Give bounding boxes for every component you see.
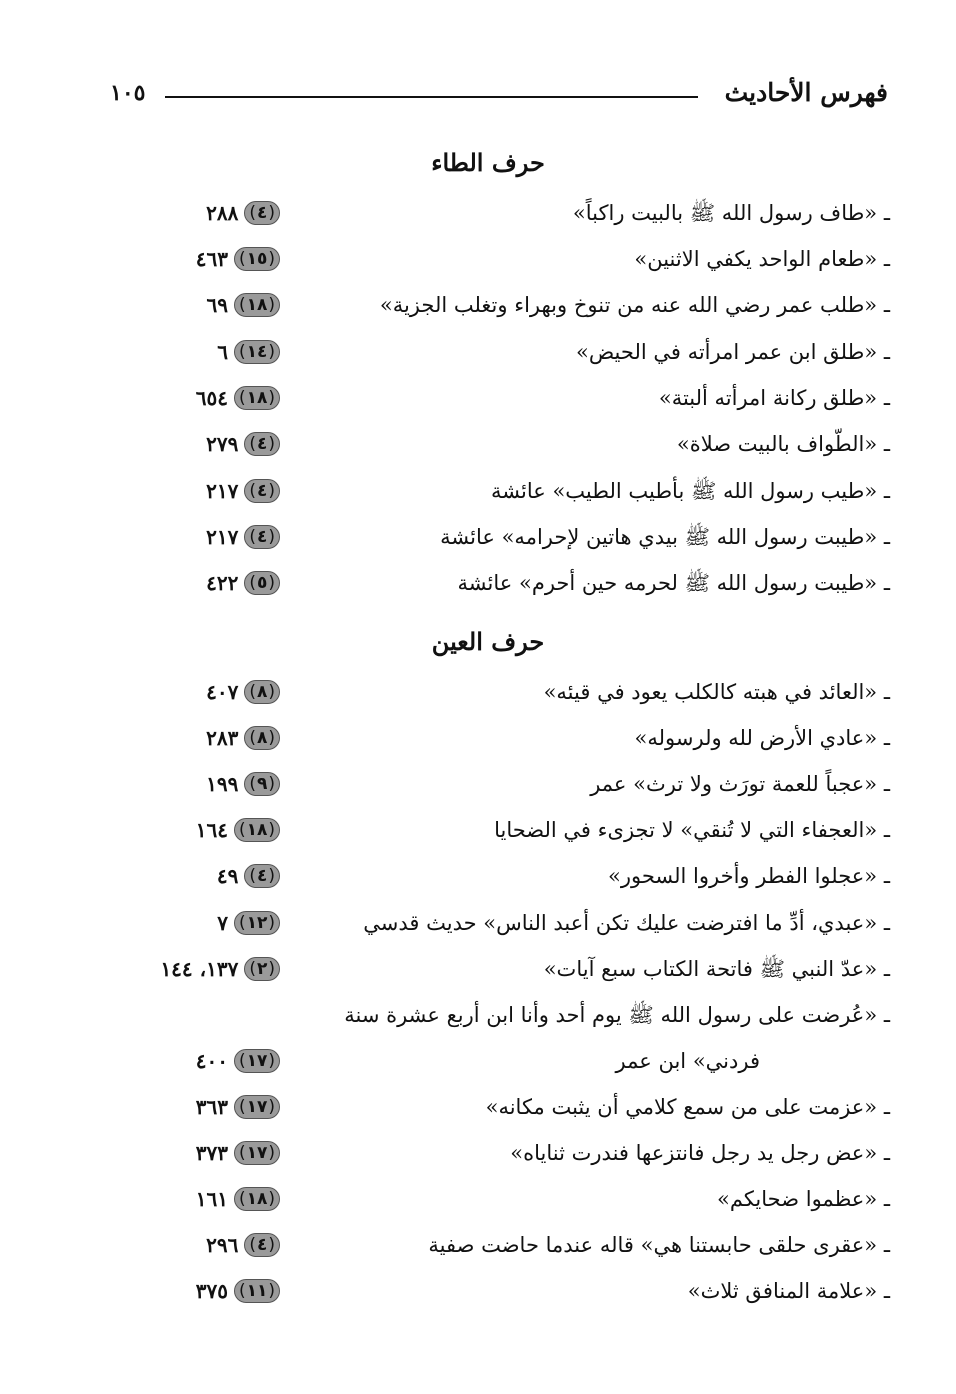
page-numbers: ٤٠٠ [195,1049,228,1073]
volume-badge: ( ١٥ ) [234,247,280,271]
page-numbers: ٣٧٣ [195,1141,228,1165]
section-heading-ayn: حرف العين [431,627,545,656]
reference [100,239,280,279]
reference [100,718,280,758]
reference [100,1133,280,1173]
reference [100,764,280,804]
page-numbers: ١٩٩ [206,772,239,796]
reference [100,424,280,464]
volume-badge: ( ١٨ ) [234,1187,280,1211]
reference [100,285,280,325]
volume-badge: ( ١٧ ) [234,1049,280,1073]
hadith-text: ـ «طلق ركانة امرأته ألبتة» [658,386,890,410]
hadith-text: ـ «عقرى حلقى حابستنا هي» قاله عندما حاضت صفية [428,1233,890,1257]
hadith-text: ـ «الطّواف بالبيت صلاة» [676,432,890,456]
volume-badge: ( ١١ ) [234,1279,280,1303]
volume-badge: ( ٤ ) [244,525,280,549]
page-numbers: ٢٨٣ [206,726,239,750]
header-title: فهرس الأحاديث [724,78,888,107]
volume-badge: ( ١٨ ) [234,818,280,842]
list-item [100,193,890,233]
volume-badge: ( ٤ ) [244,1233,280,1257]
page-numbers: ٣٦٣ [195,1095,228,1119]
page-numbers: ١٦٤ [195,818,228,842]
page-numbers: ٤٠٧ [206,680,239,704]
list-item [100,517,890,557]
reference [100,1179,280,1219]
hadith-text: ـ «طلب عمر رضي الله عنه من تنوخ وبهراء وتغلب الجزية» [379,293,890,317]
list-item [100,1179,890,1219]
page-numbers: ٦ [217,340,228,364]
hadith-text: ـ «طاف رسول الله ﷺ بالبيت راكباً» [572,201,890,225]
list-item [100,1133,890,1173]
reference [100,810,280,850]
volume-badge: ( ٤ ) [244,479,280,503]
list-item [100,903,890,943]
reference [100,1041,280,1081]
page-numbers: ٢٧٩ [206,432,239,456]
page-header [110,78,888,114]
list-item [100,718,890,758]
list-item [100,424,890,464]
hadith-text: ـ «طيب رسول الله ﷺ بأطيب الطيب» عائشة [491,479,890,503]
volume-badge: ( ١٧ ) [234,1095,280,1119]
hadith-text: ـ «طيبت رسول الله ﷺ لحرمه حين أحرم» عائشة [457,571,890,595]
hadith-text: ـ «العائد في هبته كالكلب يعود في قيئه» [543,680,890,704]
volume-badge: ( ٨ ) [244,680,280,704]
hadith-text: ـ «عض رجل يد رجل فانتزعها فندرت ثناياه» [510,1141,890,1165]
hadith-text: ـ «طيبت رسول الله ﷺ بيدي هاتين لإحرامه» عائشة [440,525,890,549]
hadith-text: ـ «عُرضت على رسول الله ﷺ يوم أحد وأنا ابن أربع عشرة سنة [344,1003,890,1027]
page-numbers: ٤٢٢ [206,571,239,595]
hadith-text: ـ «عزمت على من سمع كلامي أن يثبت مكانه» [485,1095,890,1119]
section-heading-taa: حرف الطاء [431,148,545,177]
page-numbers: ٤٩ [216,864,239,888]
list-item [100,810,890,850]
hadith-text: ـ «طعام الواحد يكفي الاثنين» [634,247,890,271]
volume-badge: ( ٤ ) [244,432,280,456]
hadith-text: ـ «عدّ النبي ﷺ فاتحة الكتاب سبع آيات» [543,957,890,981]
hadith-text: ـ «عادي الأرض لله ولرسوله» [634,726,890,750]
reference [100,563,280,603]
header-rule [165,96,698,98]
page-numbers: ١٣٧، ١٤٤ [160,957,239,981]
hadith-text: ـ «العجفاء التي لا تُنقي» لا تجزىء في الضحايا [494,818,890,842]
list-item [100,995,890,1035]
volume-badge: ( ٢ ) [244,957,280,981]
hadith-text: فردني» ابن عمر [615,1049,760,1073]
reference [100,378,280,418]
list-item [100,471,890,511]
list-item [100,239,890,279]
list-item [100,1087,890,1127]
page-numbers: ٦٩ [206,293,228,317]
page-numbers: ٧ [217,911,228,935]
page-numbers: ٢٩٦ [206,1233,239,1257]
list-item [100,332,890,372]
hadith-text: ـ «عظموا ضحايكم» [717,1187,890,1211]
volume-badge: ( ١٧ ) [234,1141,280,1165]
list-item [100,1225,890,1265]
volume-badge: ( ٤ ) [244,201,280,225]
page-numbers: ٤٦٣ [195,247,228,271]
hadith-text: ـ «عجباً للعمة تورَث ولا ترث» عمر [590,772,890,796]
reference [100,332,280,372]
reference [100,856,280,896]
volume-badge: ( ٥ ) [244,571,280,595]
page-numbers: ٦٥٤ [195,386,228,410]
reference [100,471,280,511]
page-numbers: ٢١٧ [206,525,239,549]
reference [100,1087,280,1127]
reference [100,949,280,989]
reference [100,903,280,943]
reference [100,672,280,712]
volume-badge: ( ٨ ) [244,726,280,750]
list-item-continuation [100,1041,890,1081]
reference [100,1225,280,1265]
volume-badge: ( ١٨ ) [234,386,280,410]
list-item [100,856,890,896]
volume-badge: ( ٤ ) [244,864,280,888]
volume-badge: ( ١٢ ) [234,911,280,935]
volume-badge: ( ١٤ ) [234,340,280,364]
volume-badge: ( ٩ ) [244,772,280,796]
reference [100,193,280,233]
page-numbers: ٣٧٥ [195,1279,228,1303]
list-item [100,672,890,712]
volume-badge: ( ١٨ ) [234,293,280,317]
list-item [100,378,890,418]
reference [100,517,280,557]
hadith-text: ـ «عجلوا الفطر وأخروا السحور» [608,864,890,888]
page-numbers: ٢٨٨ [206,201,239,225]
page-number: ١٠٥ [110,80,146,106]
list-item [100,949,890,989]
hadith-text: ـ «طلق ابن عمر امرأته في الحيض» [575,340,890,364]
hadith-text: ـ «عبدي، أدِّ ما افترضت عليك تكن أعبد الناس» حديث قدسي [363,911,890,935]
page-numbers: ١٦١ [195,1187,228,1211]
reference [100,1271,280,1311]
page-numbers: ٢١٧ [206,479,239,503]
list-item [100,563,890,603]
list-item [100,285,890,325]
list-item [100,1271,890,1311]
hadith-text: ـ «علامة المنافق ثلاث» [687,1279,890,1303]
list-item [100,764,890,804]
